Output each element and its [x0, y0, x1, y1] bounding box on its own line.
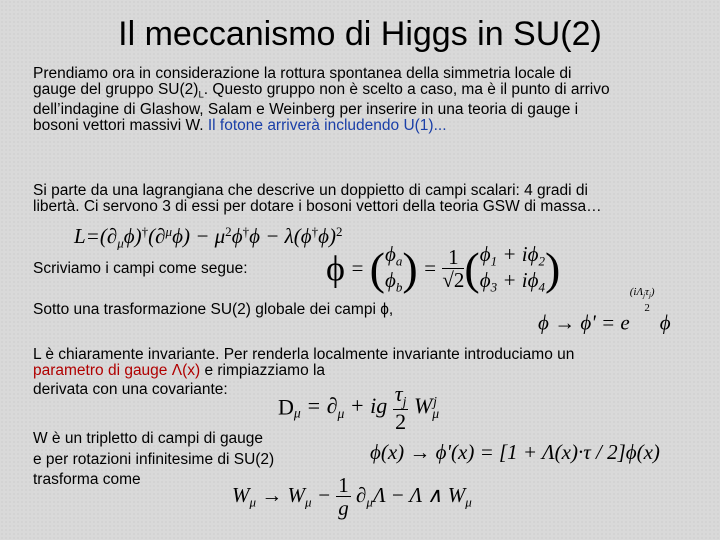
- doublet-equation: ϕ = ( $\phi_a$ $\phi_b$ ) = $\frac{1}{√2}$ ( $\phi_1 + i\phi_2$ $\phi_3 + i\phi_4$ ): [326, 242, 561, 295]
- local-line-1: L è chiaramente invariante. Per renderla localmente invariante introduciamo un: [33, 346, 575, 363]
- local-line-2: parametro di gauge Λ(x) e rimpiazziamo la: [33, 361, 326, 379]
- local-line-3: derivata con una covariante:: [33, 381, 228, 398]
- gauge-field-transformation-equation: $W_\mu \to W_\mu$ − $\frac{1}{g}$ $\partial_\mu\Lambda - \Lambda$ ∧ $W_\mu$: [232, 473, 472, 521]
- intro-line-4: bosoni vettori massivi W. Il fotone arriverà includendo U(1)...: [33, 116, 447, 134]
- lagrangian-equation: $L=(\partial_\mu\phi)^\dagger(\partial^\mu\phi) - \mu^2\phi^\dagger\phi - \lambda(\phi^\dagger\phi)^2$: [74, 224, 343, 251]
- paragraph-lagrangian: [33, 183, 602, 214]
- triplet-line-1: W è un tripletto di campi di gauge: [33, 430, 264, 447]
- triplet-line-2: e per rotazioni infinitesime di SU(2): [33, 450, 275, 468]
- fields-label: Scriviamo i campi come segue:: [33, 260, 248, 277]
- lagrangian-line-1: Si parte da una lagrangiana che descrive un doppietto di campi scalari: 4 gradi di: [33, 182, 588, 199]
- intro-line-1: Prendiamo ora in considerazione la rottura spontanea della simmetria locale di: [33, 65, 572, 82]
- photon-note: Il fotone arriverà includendo U(1)...: [207, 116, 447, 134]
- covariant-derivative-equation: $D_\mu = \partial_\mu$ + ig $\frac{\tau_j}{2}$ $W_\mu^j$: [278, 381, 440, 435]
- paragraph-intro: [33, 66, 610, 133]
- lagrangian-line-2: libertà. Ci servono 3 di essi per dotare i bosoni vettori della teoria GSW di massa…: [33, 197, 602, 215]
- intro-line-3: dell’indagine di Glashow, Salam e Weinberg per inserire in una teoria di gauge i: [33, 101, 579, 119]
- global-transformation-equation: $\phi \to \phi' = e(i\Lambda_j\tau_j)$ 2 ϕ: [538, 286, 671, 335]
- slide-title: Il meccanismo di Higgs in SU(2): [118, 15, 602, 53]
- triplet-line-3: trasforma come: [33, 471, 141, 488]
- infinitesimal-transformation-equation: ϕ(x) → ϕ'(x) = [1 + Λ(x)·τ / 2]ϕ(x): [370, 440, 660, 464]
- gauge-parameter: parametro di gauge Λ(x): [33, 361, 201, 379]
- intro-line-2: gauge del gruppo $SU(2)_L$. Questo gruppo non è scelto a caso, ma è il punto di arrivo: [33, 80, 610, 100]
- global-transformation-label: Sotto una trasformazione SU(2) globale dei campi ϕ,: [33, 301, 394, 318]
